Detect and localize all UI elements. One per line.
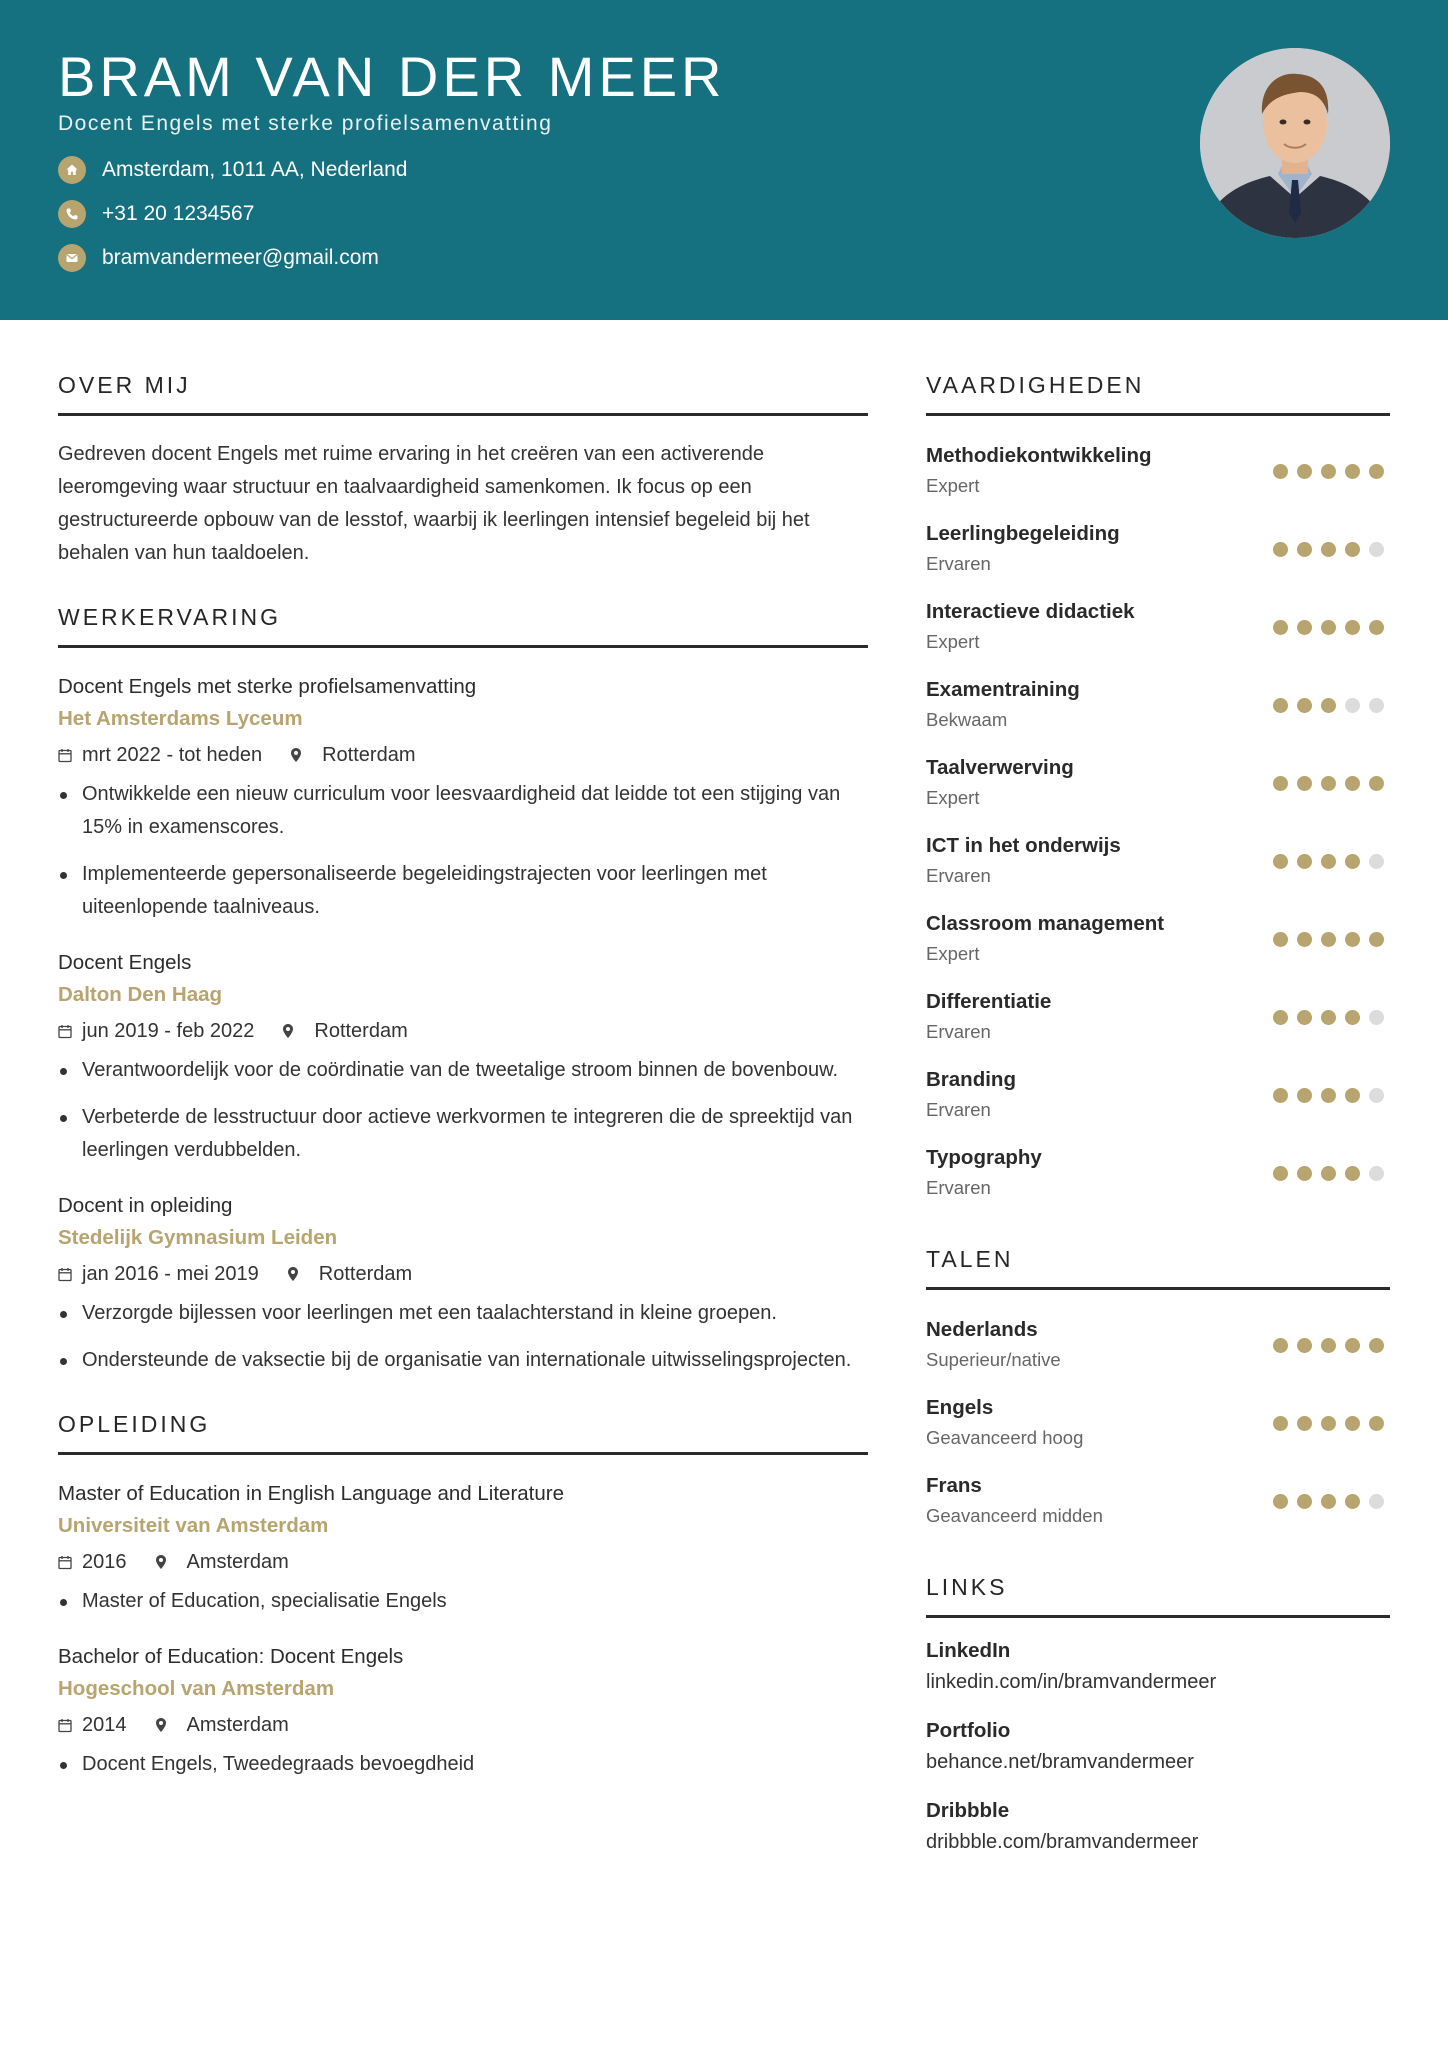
rating-dot <box>1321 1088 1336 1103</box>
rating-dot <box>1297 854 1312 869</box>
rating-dot <box>1297 464 1312 479</box>
rating-level: Expert <box>926 787 980 808</box>
calendar-icon <box>58 1024 72 1039</box>
rating-level: Bekwaam <box>926 709 1008 730</box>
rating-text <box>926 1471 1103 1531</box>
link-item <box>926 1796 1390 1858</box>
entry-meta <box>58 1543 868 1581</box>
rating-level: Ervaren <box>926 1099 991 1120</box>
rating-level: Ervaren <box>926 1021 991 1042</box>
entry-location-wrap <box>287 1263 412 1286</box>
rating-dot <box>1321 854 1336 869</box>
rating-text <box>926 831 1121 891</box>
entry-bullets <box>58 1297 868 1377</box>
rating-dot <box>1345 620 1360 635</box>
rating-dots <box>1273 932 1384 947</box>
entry-title: Docent Engels <box>58 951 192 974</box>
rating-dot <box>1345 1166 1360 1181</box>
rating-text <box>926 1065 1016 1125</box>
rating-dot <box>1297 620 1312 635</box>
link-url[interactable]: behance.net/bramvandermeer <box>926 1751 1194 1773</box>
entry-bullet: Verantwoordelijk voor de coördinatie van de tweetalige stroom binnen de bovenbouw. <box>58 1054 868 1087</box>
rating-dot <box>1345 1088 1360 1103</box>
rating-name: Leerlingbegeleiding <box>926 522 1120 545</box>
section-title-experience: WERKERVARING <box>58 604 868 648</box>
rating-dots <box>1273 1010 1384 1025</box>
link-item <box>926 1636 1390 1698</box>
entry-meta <box>58 1255 868 1293</box>
location-pin-icon <box>290 747 302 763</box>
rating-dot <box>1321 1416 1336 1431</box>
rating-text <box>926 1315 1061 1375</box>
contact-email <box>58 242 379 274</box>
entry-bullet: Verzorgde bijlessen voor leerlingen met een taalachterstand in kleine groepen. <box>58 1297 868 1330</box>
about-text: Gedreven docent Engels met ruime ervaring in het creëren van een activerende leeromgeving waar structuur en taalvaardigheid samenkomen. Ik focus op een gestructureerde opbouw van de lesstof, waarbij ik leerlingen intensief begeleid bij het behalen van hun taaldoelen. <box>58 443 810 564</box>
entry-bullet: Implementeerde gepersonaliseerde begeleidingstrajecten voor leerlingen met uiteenlopende taalniveaus. <box>58 858 868 924</box>
entry-organization: Hogeschool van Amsterdam <box>58 1677 335 1700</box>
section-title-languages: TALEN <box>926 1246 1390 1290</box>
location-pin-icon <box>155 1554 167 1570</box>
rating-dot <box>1297 542 1312 557</box>
location-pin-icon <box>155 1717 167 1733</box>
entry-bullet: Master of Education, specialisatie Engels <box>58 1585 868 1618</box>
links-list <box>926 1636 1390 1858</box>
rating-name: Examentraining <box>926 678 1080 701</box>
email-text: bramvandermeer@gmail.com <box>102 246 379 269</box>
entry-location-wrap <box>155 1714 289 1737</box>
entry-location-wrap <box>290 744 415 767</box>
entry-dates: jan 2016 - mei 2019 <box>82 1262 259 1285</box>
entry-location-wrap <box>282 1020 407 1043</box>
calendar-icon <box>58 1555 72 1570</box>
language-item <box>926 1462 1390 1540</box>
calendar-icon <box>58 1718 72 1733</box>
education-entry <box>58 1642 868 1781</box>
rating-name: Typography <box>926 1146 1042 1169</box>
entry-bullet: Ondersteunde de vaksectie bij de organisatie van internationale uitwisselingsprojecten. <box>58 1344 868 1377</box>
rating-level: Superieur/native <box>926 1349 1061 1370</box>
rating-text <box>926 597 1135 657</box>
rating-level: Geavanceerd midden <box>926 1505 1103 1526</box>
skill-item <box>926 1056 1390 1134</box>
entry-bullets <box>58 1585 868 1618</box>
rating-level: Ervaren <box>926 865 991 886</box>
skill-item <box>926 432 1390 510</box>
home-icon <box>58 156 86 184</box>
resume-header <box>0 0 1448 320</box>
rating-dot <box>1321 1338 1336 1353</box>
rating-dot <box>1297 1088 1312 1103</box>
rating-dots <box>1273 1166 1384 1181</box>
rating-dot <box>1369 1338 1384 1353</box>
section-title-about: OVER MIJ <box>58 372 868 416</box>
location-pin-icon <box>282 1023 294 1039</box>
link-item <box>926 1716 1390 1778</box>
entry-title: Docent in opleiding <box>58 1194 233 1217</box>
rating-text <box>926 519 1120 579</box>
rating-dot <box>1297 1166 1312 1181</box>
rating-dot <box>1273 620 1288 635</box>
rating-dots <box>1273 1494 1384 1509</box>
rating-dot <box>1273 1416 1288 1431</box>
rating-dot <box>1321 698 1336 713</box>
rating-dot <box>1297 1416 1312 1431</box>
entry-title: Bachelor of Education: Docent Engels <box>58 1645 404 1668</box>
rating-name: Nederlands <box>926 1318 1038 1341</box>
entry-bullet: Ontwikkelde een nieuw curriculum voor leesvaardigheid dat leidde tot een stijging van 15% in examenscores. <box>58 778 868 844</box>
entry-location: Amsterdam <box>186 1550 289 1573</box>
rating-dot <box>1321 620 1336 635</box>
entry-organization: Stedelijk Gymnasium Leiden <box>58 1226 338 1249</box>
rating-dot <box>1345 776 1360 791</box>
rating-dots <box>1273 620 1384 635</box>
phone-icon <box>58 200 86 228</box>
rating-dot <box>1345 698 1360 713</box>
entry-organization: Het Amsterdams Lyceum <box>58 707 303 730</box>
entry-meta <box>58 736 868 774</box>
rating-dot <box>1321 1166 1336 1181</box>
rating-dot <box>1273 1010 1288 1025</box>
rating-dot <box>1297 932 1312 947</box>
location-pin-icon <box>287 1266 299 1282</box>
main-column <box>58 372 868 1781</box>
language-item <box>926 1384 1390 1462</box>
entry-bullets <box>58 778 868 924</box>
skill-item <box>926 822 1390 900</box>
rating-dot <box>1369 1494 1384 1509</box>
section-title-skills: VAARDIGHEDEN <box>926 372 1390 416</box>
rating-dot <box>1345 1338 1360 1353</box>
skill-item <box>926 510 1390 588</box>
rating-dot <box>1321 1010 1336 1025</box>
rating-name: Differentiatie <box>926 990 1052 1013</box>
rating-name: Classroom management <box>926 912 1165 935</box>
section-title-education: OPLEIDING <box>58 1411 868 1455</box>
profile-photo <box>1200 48 1390 238</box>
rating-dot <box>1273 1494 1288 1509</box>
phone-text: +31 20 1234567 <box>102 202 255 225</box>
experience-entry <box>58 948 868 1167</box>
rating-text <box>926 1143 1042 1203</box>
rating-dot <box>1369 464 1384 479</box>
link-name: Portfolio <box>926 1719 1011 1742</box>
skill-item <box>926 1134 1390 1212</box>
rating-dot <box>1369 542 1384 557</box>
entry-bullets <box>58 1054 868 1167</box>
rating-dots <box>1273 776 1384 791</box>
rating-dot <box>1369 1088 1384 1103</box>
skills-list <box>926 432 1390 1212</box>
rating-dots <box>1273 854 1384 869</box>
rating-dot <box>1273 1088 1288 1103</box>
entry-dates: mrt 2022 - tot heden <box>82 743 263 766</box>
skill-item <box>926 588 1390 666</box>
experience-entry <box>58 672 868 924</box>
rating-dots <box>1273 542 1384 557</box>
rating-dot <box>1369 1010 1384 1025</box>
rating-dot <box>1369 1166 1384 1181</box>
rating-dot <box>1345 1416 1360 1431</box>
skill-item <box>926 978 1390 1056</box>
contact-phone <box>58 198 254 230</box>
rating-dot <box>1297 1494 1312 1509</box>
rating-dot <box>1345 1010 1360 1025</box>
rating-dot <box>1321 464 1336 479</box>
rating-text <box>926 753 1074 813</box>
rating-level: Geavanceerd hoog <box>926 1427 1084 1448</box>
link-url[interactable]: dribbble.com/bramvandermeer <box>926 1831 1199 1853</box>
entry-organization: Dalton Den Haag <box>58 983 223 1006</box>
entry-organization: Universiteit van Amsterdam <box>58 1514 329 1537</box>
entry-location: Amsterdam <box>186 1713 289 1736</box>
entry-location: Rotterdam <box>318 1262 413 1285</box>
rating-dot <box>1273 542 1288 557</box>
entry-dates: 2014 <box>82 1713 127 1736</box>
address-text: Amsterdam, 1011 AA, Nederland <box>102 158 408 181</box>
entry-dates: 2016 <box>82 1550 127 1573</box>
rating-text <box>926 1393 1083 1453</box>
entry-dates: jun 2019 - feb 2022 <box>82 1019 255 1042</box>
rating-dot <box>1369 854 1384 869</box>
rating-dot <box>1273 464 1288 479</box>
rating-dot <box>1321 542 1336 557</box>
rating-dot <box>1297 1010 1312 1025</box>
rating-dot <box>1273 1338 1288 1353</box>
entry-meta <box>58 1012 868 1050</box>
experience-list <box>58 672 868 1377</box>
rating-name: ICT in het onderwijs <box>926 834 1121 857</box>
rating-text <box>926 675 1080 735</box>
mail-icon <box>58 244 86 272</box>
rating-dot <box>1273 1166 1288 1181</box>
rating-level: Ervaren <box>926 553 991 574</box>
rating-dot <box>1369 932 1384 947</box>
rating-dot <box>1345 854 1360 869</box>
rating-dots <box>1273 1088 1384 1103</box>
rating-dot <box>1369 698 1384 713</box>
rating-dot <box>1321 1494 1336 1509</box>
rating-dot <box>1273 776 1288 791</box>
entry-bullet: Verbeterde de lesstructuur door actieve werkvormen te integreren die de spreektijd van leerlingen verdubbelden. <box>58 1101 868 1167</box>
rating-dot <box>1321 776 1336 791</box>
entry-location: Rotterdam <box>314 1019 408 1042</box>
rating-dots <box>1273 698 1384 713</box>
rating-name: Branding <box>926 1068 1016 1091</box>
rating-name: Interactieve didactiek <box>926 600 1135 623</box>
rating-dots <box>1273 1416 1384 1431</box>
rating-dot <box>1369 620 1384 635</box>
candidate-name: BRAM VAN DER MEER <box>58 45 726 108</box>
languages-list <box>926 1306 1390 1540</box>
skill-item <box>926 666 1390 744</box>
entry-meta <box>58 1706 868 1744</box>
rating-level: Expert <box>926 475 980 496</box>
skill-item <box>926 744 1390 822</box>
rating-dots <box>1273 464 1384 479</box>
rating-dots <box>1273 1338 1384 1353</box>
rating-text <box>926 987 1051 1047</box>
entry-location: Rotterdam <box>322 743 416 766</box>
rating-dot <box>1273 854 1288 869</box>
rating-dot <box>1345 542 1360 557</box>
entry-bullet: Docent Engels, Tweedegraads bevoegdheid <box>58 1748 868 1781</box>
rating-dot <box>1345 1494 1360 1509</box>
rating-text <box>926 909 1164 969</box>
rating-dot <box>1273 932 1288 947</box>
rating-dot <box>1321 932 1336 947</box>
link-name: Dribbble <box>926 1799 1010 1822</box>
link-name: LinkedIn <box>926 1639 1011 1662</box>
rating-level: Ervaren <box>926 1177 991 1198</box>
link-url[interactable]: linkedin.com/in/bramvandermeer <box>926 1671 1217 1693</box>
contact-address <box>58 154 407 186</box>
entry-location-wrap <box>155 1551 289 1574</box>
rating-level: Expert <box>926 943 980 964</box>
entry-title: Master of Education in English Language and Literature <box>58 1482 565 1505</box>
rating-dot <box>1297 698 1312 713</box>
skill-item <box>926 900 1390 978</box>
experience-entry <box>58 1191 868 1377</box>
rating-dot <box>1345 932 1360 947</box>
rating-name: Frans <box>926 1474 982 1497</box>
rating-name: Methodiekontwikkeling <box>926 444 1152 467</box>
rating-dot <box>1369 1416 1384 1431</box>
rating-dot <box>1345 464 1360 479</box>
calendar-icon <box>58 1267 72 1282</box>
rating-level: Expert <box>926 631 980 652</box>
rating-text <box>926 441 1152 501</box>
sidebar-column <box>926 372 1390 1858</box>
education-list <box>58 1479 868 1781</box>
rating-dot <box>1297 776 1312 791</box>
rating-name: Engels <box>926 1396 994 1419</box>
education-entry <box>58 1479 868 1618</box>
rating-dot <box>1297 1338 1312 1353</box>
calendar-icon <box>58 748 72 763</box>
entry-bullets <box>58 1748 868 1781</box>
candidate-subtitle: Docent Engels met sterke profielsamenvatting <box>58 112 553 135</box>
entry-title: Docent Engels met sterke profielsamenvatting <box>58 675 477 698</box>
rating-dot <box>1273 698 1288 713</box>
section-title-links: LINKS <box>926 1574 1390 1618</box>
language-item <box>926 1306 1390 1384</box>
rating-name: Taalverwerving <box>926 756 1074 779</box>
rating-dot <box>1369 776 1384 791</box>
